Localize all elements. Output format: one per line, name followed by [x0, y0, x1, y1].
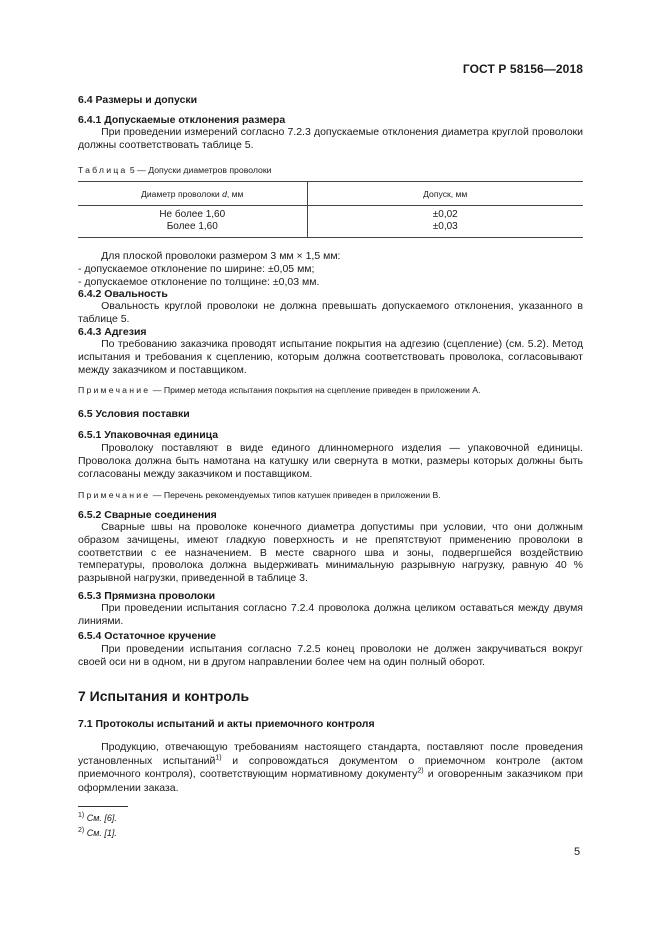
footnote-ref-2[interactable]: 2): [417, 767, 424, 775]
section-6-5-3-text: При проведении испытания согласно 7.2.4 проволока должна целиком оставаться между двумя линиями.: [78, 602, 583, 627]
note-text: — Перечень рекомендуемых типов катушек приведен в приложении В.: [152, 490, 441, 500]
section-6-4-3-text: По требованию заказчика проводят испытание покрытия на адгезию (сцепление) (см. 5.2). Метод испытания и требования к сцеплению, которым должна соответствовать проволока, согласовывают между заказчиком и поставщиком.: [78, 338, 583, 376]
section-7-title: 7 Испытания и контроль: [78, 688, 250, 704]
table-5: [78, 181, 583, 238]
table-cell-tolerance: [307, 206, 583, 238]
note-label: Примечание: [78, 385, 151, 395]
cell-tolerance-2: ±0,03: [432, 221, 458, 232]
footnote-text-2: См. [1].: [86, 828, 117, 838]
flat-wire-line-1: Для плоской проволоки размером 3 мм × 1,5 мм:: [101, 250, 341, 262]
section-6-4-1-title: 6.4.1 Допускаемые отклонения размера: [78, 114, 286, 126]
table-header-diameter: [78, 182, 307, 206]
header-diameter-var: d: [222, 188, 227, 199]
note-label: Примечание: [78, 490, 151, 500]
section-6-4-3-title: 6.4.3 Адгезия: [78, 326, 147, 338]
section-6-4-1-text: При проведении измерений согласно 7.2.3 допускаемые отклонения диаметра круглой проволоки должны соответствовать таблице 5.: [78, 126, 583, 151]
footnote-mark-1: 1): [78, 812, 85, 819]
note-text: — Пример метода испытания покрытия на сцепление приведен в приложении А.: [152, 385, 481, 395]
section-6-5-1-title: 6.5.1 Упаковочная единица: [78, 429, 219, 441]
section-7-1-text: [78, 741, 583, 795]
section-6-5-3-title: 6.5.3 Прямизна проволоки: [78, 590, 216, 602]
section-6-5-2-text: Сварные швы на проволоке конечного диаметра допустимы при условии, что они должным образом зачищены, имеют гладкую поверхность и не препятствуют применению проволоки в соответствии с ее назначением. В месте сварного шва и зоны, подвергшейся воздействию температуры, проволока должна выдерживать минимальную разрывную нагрузку, равную 40 % разрывной нагрузки, приведенной в таблице 3.: [78, 521, 583, 585]
section-6-5-1-text: Проволоку поставляют в виде единого длинномерного изделия — упаковочной единицы. Проволока должна быть намотана на катушку или свернута в мотки, размеры которых должны быть согласованы между заказчиком и поставщиком.: [78, 442, 583, 480]
paragraph-part-c: и оговоренным заказчиком при оформлении заказа.: [78, 768, 583, 794]
section-7-1-title: 7.1 Протоколы испытаний и акты приемочного контроля: [78, 718, 375, 730]
footnote-text-1: См. [6].: [86, 813, 117, 823]
footnote-1: [78, 813, 117, 823]
standard-header: ГОСТ Р 58156—2018: [462, 62, 583, 76]
section-6-4-3-note: [78, 385, 480, 395]
footnote-ref-1[interactable]: 1): [215, 754, 222, 761]
footnote-2: [78, 828, 117, 838]
flat-wire-line-3: - допускаемое отклонение по толщине: ±0,03 мм.: [78, 275, 320, 288]
section-6-5-title: 6.5 Условия поставки: [78, 408, 190, 420]
section-6-4-2-title: 6.4.2 Овальность: [78, 288, 168, 300]
table-header-tolerance: Допуск, мм: [423, 188, 468, 199]
section-6-4-title: 6.4 Размеры и допуски: [78, 94, 198, 106]
header-diameter-text: Диаметр проволоки: [141, 188, 223, 199]
table-caption-text: 5 — Допуски диаметров проволоки: [129, 165, 272, 175]
flat-wire-block: [78, 250, 583, 288]
footnote-divider: [78, 806, 128, 807]
section-6-4-2-text: Овальность круглой проволоки не должна превышать допускаемого отклонения, указанного в таблице 5.: [78, 300, 583, 325]
table-caption-label: Таблица: [78, 165, 128, 175]
footnote-mark-2: 2): [78, 827, 85, 834]
table-5-caption: [78, 165, 272, 175]
section-6-5-1-note: [78, 490, 441, 500]
cell-tolerance-1: ±0,02: [432, 209, 458, 220]
cell-diameter-2: Более 1,60: [166, 221, 218, 232]
section-6-5-4-text: При проведении испытания согласно 7.2.5 конец проволоки не должен закручиваться вокруг своей оси ни в одном, ни в другом направлении более чем на один полный оборот.: [78, 643, 583, 668]
paragraph-part-b: и сопровождаться документом о приемочном контроле (актом приемочного контроля), соответствующим нормативному документу: [78, 754, 583, 780]
cell-diameter-1: Не более 1,60: [159, 209, 226, 220]
table-cell-diameter: [78, 206, 307, 238]
section-6-5-2-title: 6.5.2 Сварные соединения: [78, 509, 217, 521]
page-number: 5: [574, 846, 581, 858]
paragraph-part-a: Продукцию, отвечающую требованиям настоящего стандарта, поставляют после проведения установленных испытаний: [78, 741, 583, 767]
header-diameter-unit: , мм: [226, 188, 244, 199]
table-header-row: [78, 182, 583, 206]
table-row: [78, 206, 583, 238]
flat-wire-line-2: - допускаемое отклонение по ширине: ±0,05 мм;: [78, 262, 315, 275]
section-6-5-4-title: 6.5.4 Остаточное кручение: [78, 630, 216, 642]
